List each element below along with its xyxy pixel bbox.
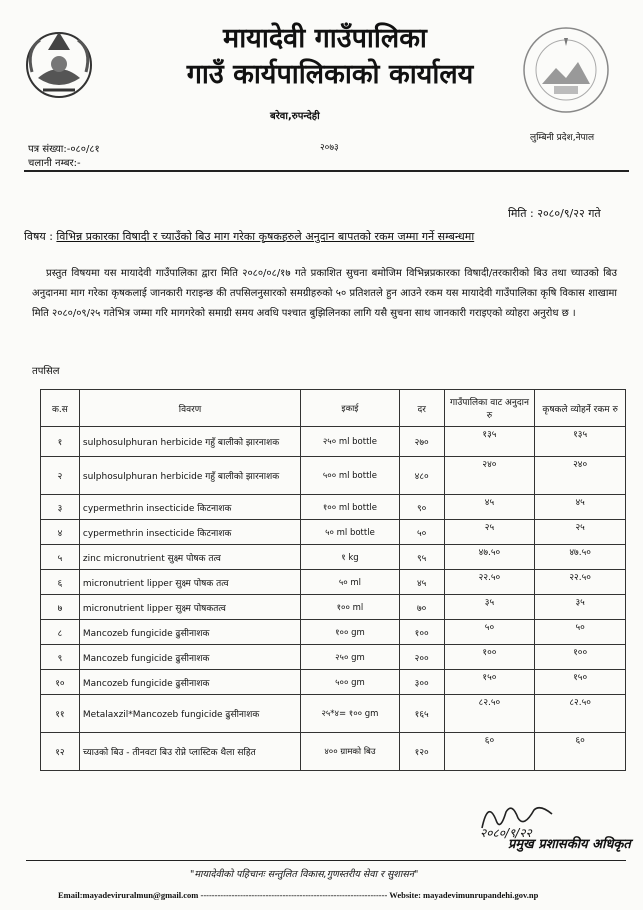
cell-description: cypermethrin insecticide किटनाशक bbox=[79, 495, 300, 520]
cell-farmer-amount: २५ bbox=[535, 520, 626, 545]
office-location: बरेवा,रुपन्देही bbox=[270, 111, 320, 122]
cell-municipality-subsidy: १०० bbox=[444, 645, 535, 670]
cell-unit: ५०० ml bottle bbox=[301, 457, 400, 495]
table-header-row bbox=[41, 390, 626, 427]
cell-description: Mancozeb fungicide ढुसीनाशक bbox=[79, 620, 300, 645]
cell-sn: ९ bbox=[41, 645, 80, 670]
cell-unit: २५० ml bottle bbox=[301, 427, 400, 457]
office-name: मायादेवी गाउँपालिका bbox=[223, 23, 427, 54]
established-year: २०७३ bbox=[320, 143, 339, 153]
cell-farmer-amount: ४७.५० bbox=[535, 545, 626, 570]
cell-unit: १०० ml bottle bbox=[301, 495, 400, 520]
province-label: लुम्बिनी प्रदेश,नेपाल bbox=[530, 133, 595, 143]
schedule-label: तपसिल bbox=[32, 366, 60, 377]
cell-municipality-subsidy: १५० bbox=[444, 670, 535, 695]
header-description: विवरण bbox=[79, 390, 300, 427]
cell-sn: २ bbox=[41, 457, 80, 495]
cell-rate: १०० bbox=[399, 620, 444, 645]
cell-description: micronutrient lipper सुक्ष्म पोषकतत्व bbox=[79, 595, 300, 620]
table-row bbox=[41, 457, 626, 495]
cell-municipality-subsidy: १३५ bbox=[444, 427, 535, 457]
cell-rate: ३०० bbox=[399, 670, 444, 695]
table-row bbox=[41, 620, 626, 645]
cell-rate: ९० bbox=[399, 495, 444, 520]
table-row bbox=[41, 695, 626, 733]
cell-municipality-subsidy: ४७.५० bbox=[444, 545, 535, 570]
cell-description: cypermethrin insecticide किटनाशक bbox=[79, 520, 300, 545]
table-row bbox=[41, 427, 626, 457]
footer-motto: "मायादेवीको पहिचानः सन्तुलित विकास,गुणस्तरीय सेवा र सुशासन" bbox=[190, 869, 419, 880]
footer-divider bbox=[26, 860, 626, 861]
cell-unit: ५०० gm bbox=[301, 670, 400, 695]
cell-description: Mancozeb fungicide ढुसीनाशक bbox=[79, 670, 300, 695]
cell-farmer-amount: ५० bbox=[535, 620, 626, 645]
cell-municipality-subsidy: २५ bbox=[444, 520, 535, 545]
cell-farmer-amount: २४० bbox=[535, 457, 626, 495]
table-row bbox=[41, 595, 626, 620]
cell-description: Metalaxzil*Mancozeb fungicide ढुसीनाशक bbox=[79, 695, 300, 733]
cell-farmer-amount: १५० bbox=[535, 670, 626, 695]
cell-unit: ५० ml bbox=[301, 570, 400, 595]
cell-municipality-subsidy: ३५ bbox=[444, 595, 535, 620]
cell-sn: १२ bbox=[41, 733, 80, 771]
cell-rate: ४५ bbox=[399, 570, 444, 595]
cell-sn: १० bbox=[41, 670, 80, 695]
cell-municipality-subsidy: ५० bbox=[444, 620, 535, 645]
cell-description: sulphosulphuran herbicide गहुँ बालीको झारनाशक bbox=[79, 457, 300, 495]
cell-rate: ४८० bbox=[399, 457, 444, 495]
cell-municipality-subsidy: २२.५० bbox=[444, 570, 535, 595]
signature-date: २०८०/९/२२ bbox=[480, 826, 532, 840]
cell-farmer-amount: २२.५० bbox=[535, 570, 626, 595]
cell-rate: २७० bbox=[399, 427, 444, 457]
table-row bbox=[41, 545, 626, 570]
cell-farmer-amount: १३५ bbox=[535, 427, 626, 457]
cell-unit: १०० ml bbox=[301, 595, 400, 620]
cell-unit: ४०० ग्रामको बिउ bbox=[301, 733, 400, 771]
cell-farmer-amount: ४५ bbox=[535, 495, 626, 520]
cell-sn: १ bbox=[41, 427, 80, 457]
cell-municipality-subsidy: ६० bbox=[444, 733, 535, 771]
cell-unit: १ kg bbox=[301, 545, 400, 570]
cell-farmer-amount: ६० bbox=[535, 733, 626, 771]
subsidy-table bbox=[40, 389, 626, 771]
table-row bbox=[41, 645, 626, 670]
header-unit: इकाई bbox=[301, 390, 400, 427]
cell-description: Mancozeb fungicide ढुसीनाशक bbox=[79, 645, 300, 670]
header-rate: दर bbox=[399, 390, 444, 427]
table-row bbox=[41, 670, 626, 695]
letter-date: मिति : २०८०/९/२२ गते bbox=[508, 207, 601, 220]
dispatch-number: चलानी नम्बर:- bbox=[28, 158, 81, 169]
cell-description: zinc micronutrient सुक्ष्म पोषक तत्व bbox=[79, 545, 300, 570]
cell-unit: २५*४= १०० gm bbox=[301, 695, 400, 733]
cell-description: micronutrient lipper सुक्ष्म पोषक तत्व bbox=[79, 570, 300, 595]
table-row bbox=[41, 495, 626, 520]
cell-unit: २५० gm bbox=[301, 645, 400, 670]
cell-description: sulphosulphuran herbicide गहुँ बालीको झारनाशक bbox=[79, 427, 300, 457]
cell-rate: २०० bbox=[399, 645, 444, 670]
subject-line bbox=[24, 229, 474, 244]
cell-sn: ६ bbox=[41, 570, 80, 595]
cell-sn: ११ bbox=[41, 695, 80, 733]
header-sn: क.स bbox=[41, 390, 80, 427]
cell-sn: ७ bbox=[41, 595, 80, 620]
header-divider bbox=[24, 170, 629, 172]
cell-unit: ५० ml bottle bbox=[301, 520, 400, 545]
cell-municipality-subsidy: २४० bbox=[444, 457, 535, 495]
footer-dashes: ------------------------------------------------------------------ bbox=[200, 890, 388, 900]
subject-label: विषय : bbox=[24, 230, 53, 243]
cell-rate: ७० bbox=[399, 595, 444, 620]
municipality-seal-icon bbox=[520, 24, 612, 116]
cell-farmer-amount: १०० bbox=[535, 645, 626, 670]
footer-email: Email:mayadeviruralmun@gmail.com bbox=[58, 890, 199, 900]
cell-sn: ४ bbox=[41, 520, 80, 545]
cell-sn: ५ bbox=[41, 545, 80, 570]
nepal-emblem-icon bbox=[18, 20, 100, 102]
body-paragraph: प्रस्तुत विषयमा यस मायादेवी गाउँपालिका द्वारा मिति २०८०/०८/१७ गते प्रकाशित सुचना बमोजिम विभिन्नप्रकारका विषादी/तरकारीको बिउ तथा च्याउको बिउ अनुदानमा माग गरेका कृषकलाई जानकारी गराइन्छ की तपसिलनुसारको समग्रीहरुको ५० प्रतिशतले हुन आउने रकम यस मायादेवी गाउँपालिका कृषि विकास शाखामा मिति २०८०/०९/२५ गतेभित्र जम्मा गरि मागगरेको समाग्री समय अवधि पश्चात बुझिलिनका लागि यसै सुचना साथ जानकारी गराइएको व्योहरा अनुरोध छ । bbox=[32, 268, 617, 319]
table-row bbox=[41, 570, 626, 595]
officer-title: प्रमुख प्रशासकीय अधिकृत bbox=[508, 837, 631, 852]
cell-sn: ३ bbox=[41, 495, 80, 520]
cell-rate: ९५ bbox=[399, 545, 444, 570]
footer-contact bbox=[58, 890, 628, 900]
cell-rate: १२० bbox=[399, 733, 444, 771]
cell-municipality-subsidy: ८२.५० bbox=[444, 695, 535, 733]
cell-farmer-amount: ८२.५० bbox=[535, 695, 626, 733]
cell-sn: ८ bbox=[41, 620, 80, 645]
cell-rate: १६५ bbox=[399, 695, 444, 733]
reference-number: पत्र संख्या:-०८०/८१ bbox=[28, 144, 100, 155]
header-municipality-subsidy: गाउँपालिका वाट अनुदान रु bbox=[444, 390, 535, 427]
cell-description: च्याउको बिउ - तीनवटा बिउ रोप्ने प्लास्टिक थैला सहित bbox=[79, 733, 300, 771]
cell-farmer-amount: ३५ bbox=[535, 595, 626, 620]
table-row bbox=[41, 733, 626, 771]
cell-rate: ५० bbox=[399, 520, 444, 545]
subject-text: विभिन्न प्रकारका विषादी र च्याउँको बिउ माग गरेका कृषकहरुले अनुदान बापतको रकम जम्मा गर्ने सम्बन्धमा bbox=[56, 230, 475, 243]
header-farmer-amount: कृषकले व्योहर्ने रकम रु bbox=[535, 390, 626, 427]
footer-website: Website: mayadevimunrupandehi.gov.np bbox=[389, 890, 539, 900]
cell-municipality-subsidy: ४५ bbox=[444, 495, 535, 520]
office-subtitle: गाउँ कार्यपालिकाको कार्यालय bbox=[186, 59, 474, 90]
table-row bbox=[41, 520, 626, 545]
cell-unit: १०० gm bbox=[301, 620, 400, 645]
